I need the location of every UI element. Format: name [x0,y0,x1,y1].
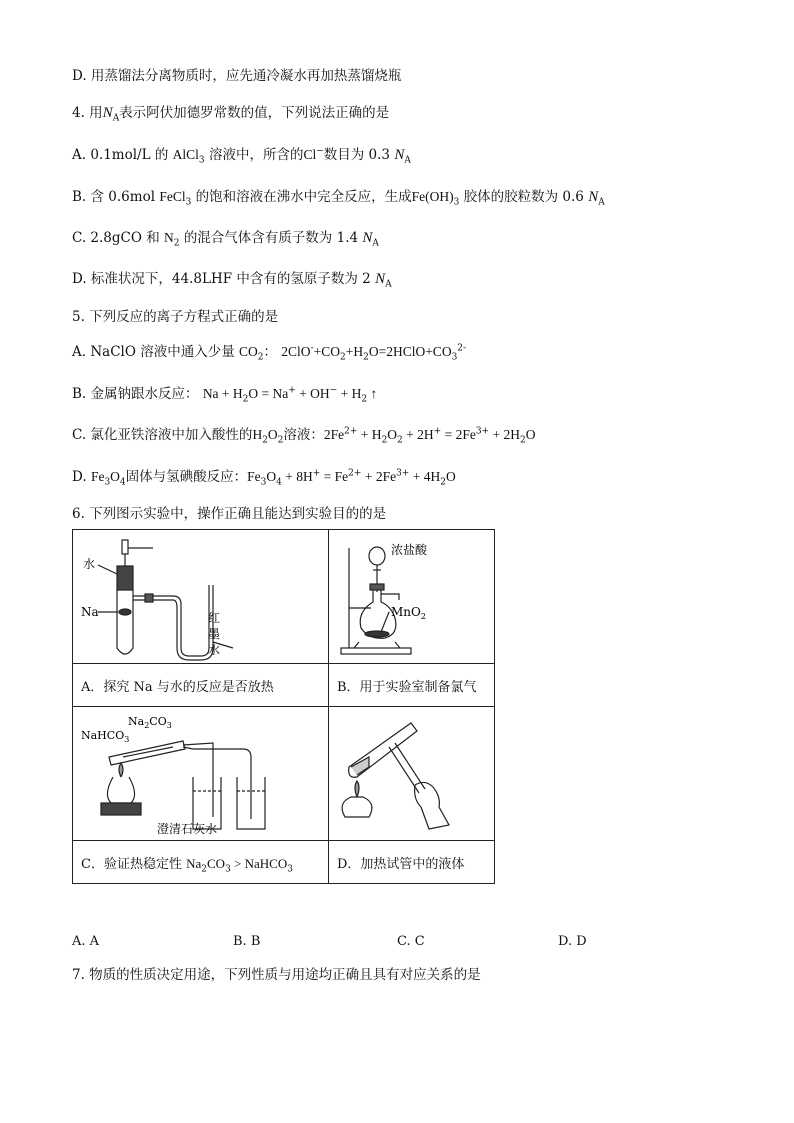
q5-stem: 5. 下列反应的离子方程式正确的是 [72,309,279,325]
answer-choice-c[interactable]: C. C [397,934,425,949]
q7-stem: 7. 物质的性质决定用途，下列性质与用途均正确且具有对应关系的是 [72,967,481,983]
answer-choice-b[interactable]: B. B [233,934,261,949]
figure-d-apparatus [329,707,494,840]
q5-option-b: B. 金属钠跟水反应： $Na + H_2O = Na^+ + OH^- + H_2$ ↑ [72,385,378,405]
figure-a-apparatus [73,530,328,663]
figure-b-apparatus [329,530,494,663]
q4-option-b: B. 含 0.6mol FeCl$_3$ 的饱和溶液在沸水中完全反应，生成$Fe(OH)_3$ 胶体的胶粒数为 0.6 $N_A$ [72,189,605,208]
figure-d-cell [329,707,495,841]
figure-a-cell [73,530,329,664]
caption-d: D．加热试管中的液体 [329,841,495,884]
label-ink-2: 墨 [208,627,221,641]
label-nahco3: NaHCO$_3$ [81,729,130,744]
label-limewater: 澄清石灰水 [157,822,218,836]
caption-a: A．探究 Na 与水的反应是否放热 [73,664,329,707]
figure-c-cell [73,707,329,841]
q5-option-a: A. NaClO 溶液中通入少量 $CO_2$： $2ClO^-+CO_2+H_2O=2HClO+CO_3^{2-}$ [72,343,467,363]
caption-b: B．用于实验室制备氯气 [329,664,495,707]
label-ink-3: 水 [208,643,221,657]
label-na2co3: $Na_2CO_3$ [128,715,172,730]
answer-choice-d[interactable]: D. D [558,934,587,949]
q4-stem: 4. 用$N_A$表示阿伏加德罗常数的值，下列说法正确的是 [72,105,390,124]
answer-choice-a[interactable]: A. A [72,934,100,949]
q4-option-c: C. 2.8gCO 和 $N_2$ 的混合气体含有质子数为 1.4 $N_A$ [72,230,379,249]
q3-option-d: D. 用蒸馏法分离物质时，应先通冷凝水再加热蒸馏烧瓶 [72,68,402,84]
q5-option-c: C. 氯化亚铁溶液中加入酸性的$H_2O_2$溶液：$2Fe^{2+} + H_2O_2 + 2H^+ = 2Fe^{3+} + 2H_2O$ [72,426,536,446]
q4-option-a: A. 0.1mol/L 的 AlCl$_3$ 溶液中，所含的Cl−数目为 0.3 $N_A$ [72,146,411,166]
q6-stem: 6. 下列图示实验中，操作正确且能达到实验目的的是 [72,506,387,522]
label-water: 水 [83,557,96,571]
figure-b-cell [329,530,495,664]
figure-c-apparatus [73,707,328,840]
q4-option-d: D. 标准状况下，44.8LHF 中含有的氢原子数为 2 $N_A$ [72,271,392,290]
label-na: Na [81,605,99,619]
caption-c: C．验证热稳定性 $Na_2CO_3$ > NaHCO$_3$ [73,841,329,884]
label-conc-hcl: 浓盐酸 [391,543,428,557]
q6-figure-table [72,529,495,884]
q5-option-d: D. $Fe_3O_4$固体与氢碘酸反应：$Fe_3O_4 + 8H^+ = Fe^{2+} + 2Fe^{3+} + 4H_2O$ [72,468,456,488]
label-ink-1: 红 [208,611,221,625]
label-mno2: MnO$_2$ [391,605,426,621]
